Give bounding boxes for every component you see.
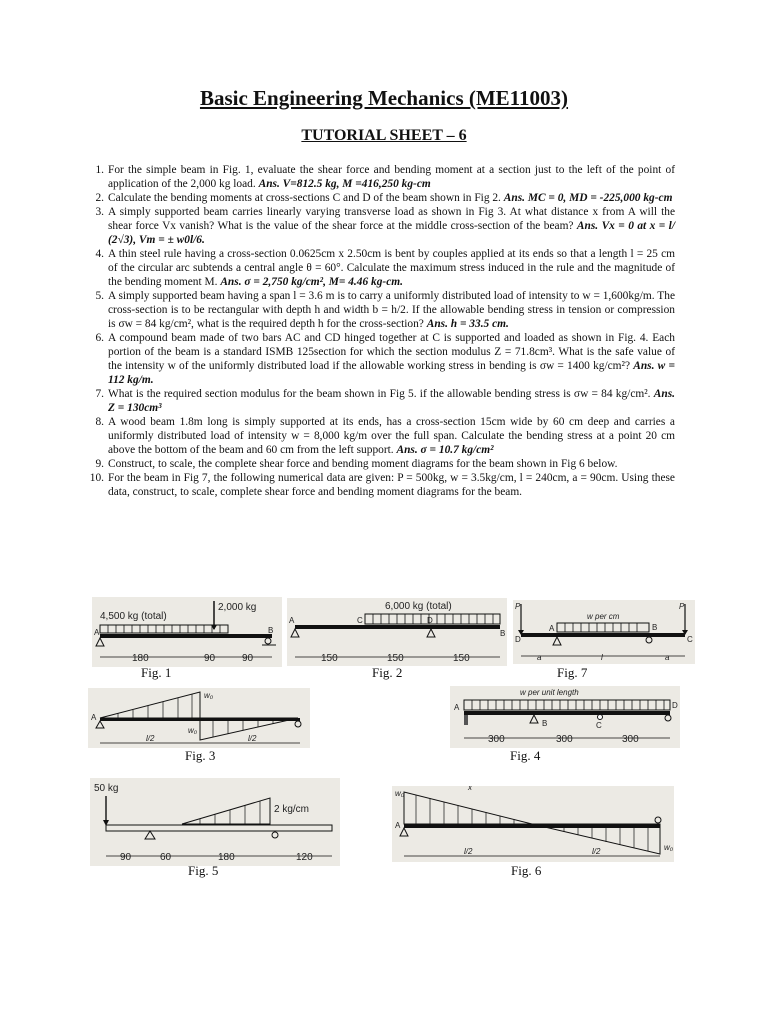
problem-answer: Ans. σ = 2,750 kg/cm², M= 4.46 kg-cm. <box>220 276 403 288</box>
problem-text: For the simple beam in Fig. 1, evaluate the shear force and bending moment at a section just to the left of the point of application of the 2,000 kg load. <box>108 164 675 190</box>
problem-text: A simply supported beam having a span l = 3.6 m is to carry a uniformly distributed load of intensity to w = 1,600kg/m. The cross-section is to be rectangular with depth h and width b = h/2. If the allowable bending stress in tension or compression is σw = 84 kg/cm², what is the required depth h for the cross-section? <box>108 290 675 330</box>
fig4-c-label: C <box>596 721 602 730</box>
problem-text: For the beam in Fig 7, the following numerical data are given: P = 500kg, w = 3.5kg/cm, l = 240cm, a = 90cm. Using these data, construct, to scale, complete shear force and bending moment diagrams for the beam. <box>108 472 675 498</box>
figure-1 <box>92 597 282 667</box>
problem-answer: Ans. Z = 130cm³ <box>108 388 675 414</box>
fig5-dim-label: 60 <box>160 852 172 863</box>
fig6-a-label: A <box>395 821 401 830</box>
problem-number: 2. <box>95 192 104 204</box>
fig7-diagram <box>513 600 695 664</box>
problem-number: 9. <box>95 458 104 470</box>
problem-answer: Ans. Vx = 0 at x = l/ (2√3), Vm = ± w0l/6. <box>108 220 675 246</box>
fig5-dim-label: 90 <box>120 852 132 863</box>
fig2-a-label: A <box>289 616 295 625</box>
fig5-caption: Fig. 5 <box>188 863 219 878</box>
fig4-dim-label: 300 <box>488 734 505 745</box>
fig4-d-label: D <box>672 701 678 710</box>
fig7-caption: Fig. 7 <box>557 665 588 680</box>
fig6-w0-bottom-label: w₀ <box>664 843 674 852</box>
fig3-diagram <box>88 688 310 748</box>
fig6-dim-label: l/2 <box>464 847 473 856</box>
fig4-dim-label: 300 <box>622 734 639 745</box>
problem-number: 7. <box>95 388 104 400</box>
problem-number: 4. <box>95 248 104 260</box>
fig3-caption: Fig. 3 <box>185 748 216 763</box>
fig5-diagram <box>90 778 340 866</box>
fig3-dim-label: l/2 <box>146 734 155 743</box>
problem-number: 5. <box>95 290 104 302</box>
figure-5 <box>90 778 340 866</box>
fig1-b-label: B <box>268 626 274 635</box>
fig1-dim-label: 90 <box>204 653 216 664</box>
fig1-diagram <box>92 597 282 667</box>
problem-number: 10. <box>89 472 104 484</box>
figure-3 <box>88 688 310 748</box>
problem-text: What is the required section modulus for the beam shown in Fig 5. if the allowable bending stress is σw = 84 kg/cm². <box>108 388 651 400</box>
figure-7 <box>513 600 695 664</box>
sheet-subtitle: TUTORIAL SHEET – 6 <box>301 127 467 144</box>
fig4-w-label: w per unit length <box>520 688 579 697</box>
problem-number: 1. <box>95 164 104 176</box>
fig7-dim-label: a <box>537 653 542 662</box>
problem-text: A compound beam made of two bars AC and CD hinged together at C is supported and loaded as shown in Fig. 4. Each portion of the beam is a standard ISMB 125section for which the section modulus Z = 71.8cm³. What is the safe value of the intensity w of the uniformly distributed load if the allowable working stress in bending is σw = 1400 kg/cm²? <box>108 332 675 372</box>
problem-answer: Ans. V=812.5 kg, M =416,250 kg-cm <box>258 178 431 190</box>
fig7-dim-label: a <box>665 653 670 662</box>
figure-4 <box>450 686 680 748</box>
fig1-point-load-label: 2,000 kg <box>218 602 257 613</box>
fig2-d-label: D <box>427 616 433 625</box>
fig2-dim-label: 150 <box>387 653 404 664</box>
fig3-a-label: A <box>91 713 97 722</box>
fig1-dim-label: 180 <box>132 653 149 664</box>
fig4-caption: Fig. 4 <box>510 748 541 763</box>
fig4-a-label: A <box>454 703 460 712</box>
problem-text: Construct, to scale, the complete shear force and bending moment diagrams for the beam shown in Fig 6 below. <box>108 458 618 470</box>
fig7-d-label: D <box>515 635 521 644</box>
fig1-a-label: A <box>94 628 100 637</box>
fig3-dim-label: l/2 <box>248 734 257 743</box>
problem-item <box>95 457 675 471</box>
problem-text: Calculate the bending moments at cross-sections C and D of the beam shown in Fig 2. <box>108 192 501 204</box>
problem-item <box>95 289 675 331</box>
fig1-dim-label: 90 <box>242 653 254 664</box>
fig3-w0-top-label: w₀ <box>204 691 214 700</box>
problem-item <box>95 331 675 387</box>
fig6-dim-label: l/2 <box>592 847 601 856</box>
problem-item <box>95 205 675 247</box>
fig7-p-right-label: P <box>679 602 685 611</box>
problem-item <box>95 191 675 205</box>
fig6-x-label: x <box>468 786 472 792</box>
fig7-dim-label: l <box>601 653 603 662</box>
fig7-a-label: A <box>549 624 555 633</box>
figure-6 <box>392 786 674 862</box>
fig2-caption: Fig. 2 <box>372 665 403 680</box>
fig5-dim-label: 120 <box>296 852 313 863</box>
problem-item <box>89 471 675 499</box>
fig2-dim-label: 150 <box>321 653 338 664</box>
fig7-p-left-label: P <box>515 602 521 611</box>
fig7-w-label: w per cm <box>587 612 620 621</box>
fig5-point-load-label: 50 kg <box>94 783 119 794</box>
fig6-w0-top-label: w₀ <box>395 789 405 798</box>
problem-text: A wood beam 1.8m long is simply supported at its ends, has a cross-section 15cm wide by 60 cm deep and carries a uniformly distributed load of intensity w = 8,000 kg/m over the full span. Calculate the bending stress at a point 20 cm above the bottom of the beam and 60 cm from the left support. <box>108 416 675 456</box>
problem-item <box>95 387 675 415</box>
fig3-w0-bottom-label: w₀ <box>188 726 198 735</box>
fig5-dim-label: 180 <box>218 852 235 863</box>
problem-answer: Ans. MC = 0, MD = -225,000 kg-cm <box>503 192 673 204</box>
problem-answer: Ans. w = 112 kg/m. <box>108 360 675 386</box>
fig2-diagram <box>287 598 507 666</box>
problem-item <box>95 163 675 191</box>
fig2-dim-label: 150 <box>453 653 470 664</box>
problem-answer: Ans. h = 33.5 cm. <box>426 318 509 330</box>
fig2-c-label: C <box>357 616 363 625</box>
fig2-load-label: 6,000 kg (total) <box>385 601 452 612</box>
fig6-diagram <box>392 786 674 862</box>
problem-item <box>95 415 675 457</box>
problem-item <box>95 247 675 289</box>
fig1-caption: Fig. 1 <box>141 665 172 680</box>
fig7-c-label: C <box>687 635 693 644</box>
fig1-load-label: 4,500 kg (total) <box>100 611 167 622</box>
problem-number: 3. <box>95 206 104 218</box>
fig4-dim-label: 300 <box>556 734 573 745</box>
problem-number: 8. <box>95 416 104 428</box>
fig7-b-label: B <box>652 623 658 632</box>
figure-2 <box>287 598 507 666</box>
problem-text: A simply supported beam carries linearly varying transverse load as shown in Fig 3. At what distance x from A will the shear force Vx vanish? What is the value of the shear force at the middle cross-section of the beam? <box>108 206 675 232</box>
problem-text: A thin steel rule having a cross-section 0.0625cm x 2.50cm is bent by couples applied at its ends so that a length l = 25 cm of the circular arc subtends a central angle θ = 60°. Calculate the maximum stress induced in the rule and the magnitude of the bending moment M. <box>108 248 675 288</box>
problem-answer: Ans. σ = 10.7 kg/cm² <box>396 444 494 456</box>
fig4-diagram <box>450 686 680 748</box>
fig4-b-label: B <box>542 719 548 728</box>
fig5-load-label: 2 kg/cm <box>274 804 310 815</box>
fig2-b-label: B <box>500 629 506 638</box>
problem-list <box>89 163 675 499</box>
fig6-caption: Fig. 6 <box>511 863 542 878</box>
page-title: Basic Engineering Mechanics (ME11003) <box>199 86 569 110</box>
problem-number: 6. <box>95 332 104 344</box>
